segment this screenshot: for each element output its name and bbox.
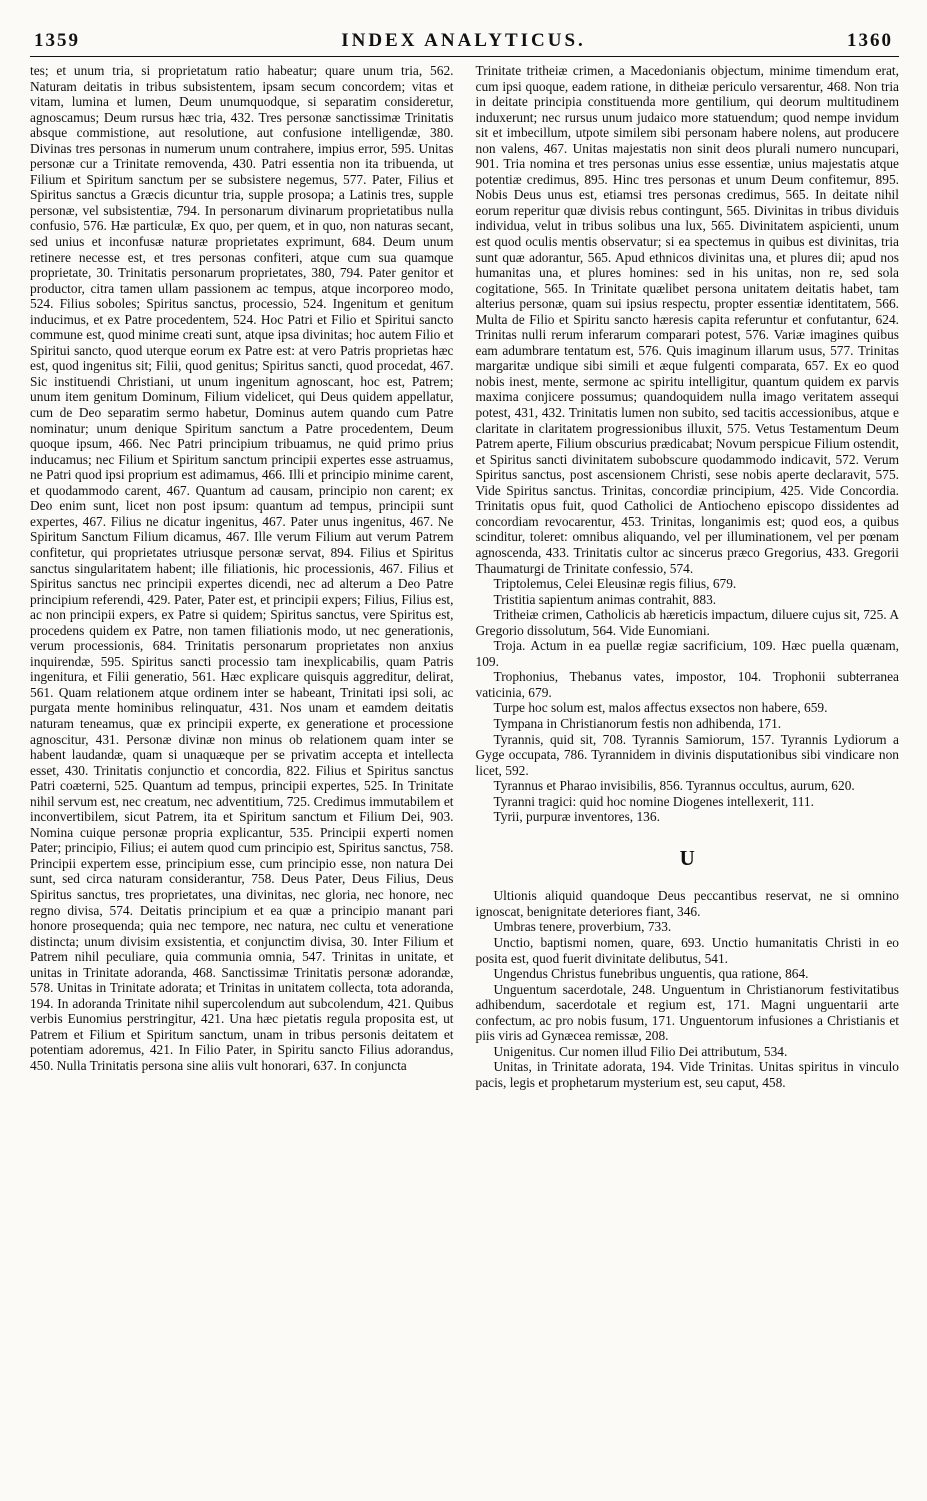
- two-column-text: [30, 63, 899, 1090]
- index-entry: Ungendus Christus funebribus unguentis, qua ratione, 864.: [493, 966, 809, 982]
- index-entry: Tyrannis, quid sit, 708. Tyrannis Samiorum, 157. Tyrannis Lydiorum a Gyge occupata, 786. Tyrannidem in divinis disputationibus sibi vindicare non licet, 592.: [475, 731, 899, 778]
- index-entry: Troja. Actum in ea puellæ regiæ sacrificium, 109. Hæc puella quænam, 109.: [475, 638, 899, 669]
- index-entry: Unctio, baptismi nomen, quare, 693. Unctio humanitatis Christi in eo posita est, quod fuerit divinitate delibutus, 541.: [475, 934, 899, 966]
- index-entry: Unigenitus. Cur nomen illud Filio Dei attributum, 534.: [493, 1043, 788, 1059]
- page-number-right: 1360: [846, 30, 893, 51]
- right-column: [476, 63, 900, 1090]
- running-title: INDEX ANALYTICUS.: [341, 30, 586, 51]
- index-entry: Ultionis aliquid quandoque Deus peccantibus reservat, ne si omnino ignoscat, benignitate deteriores fiant, 346.: [475, 888, 899, 919]
- index-entry: Tyranni tragici: quid hoc nomine Diogenes intellexerit, 111.: [493, 793, 814, 809]
- index-entry: Unguentum sacerdotale, 248. Unguentum in Christianorum festivitatibus adhibendum, sacerdotale et regium est, 171. Magni unguentarii arte confectum, ac pro nobis fusum, 171. Unguentorum infusiones a Christianis et piis viris ad Gynæcea remissæ, 208.: [475, 981, 899, 1044]
- index-entry: Tympana in Christianorum festis non adhibenda, 171.: [493, 715, 782, 731]
- index-entry: Trophonius, Thebanus vates, impostor, 104. Trophonii subterranea vaticinia, 679.: [475, 669, 899, 700]
- index-entry: Umbras tenere, proverbium, 733.: [493, 919, 672, 935]
- running-header: [30, 30, 899, 52]
- index-entry: tes; et unum tria, si proprietatum ratio habeatur; quare unum tria, 562. Naturam deitatis in tribus subsistentem, ipsam secum concordem; vitas et vitam, lumina et lumen, Deum unumquodque, si separatim consideretur, agnoscamus; Deum rursus hæc tria, 432. Tres personæ sanctissimæ Trinitatis absque commistione, aut resolutione, aut confusione intelligendæ, 380. Divinas tres personas in numerum unum contrahere, impius error, 595. Unitas personæ cur a Trinitate removenda, 430. Patri essentia non ita tribuenda, ut Filium et Spiritum sanctum per se subsistere negemus, 577. Pater, Filius et Spiritus sanctus a Græcis dicuntur tria, supple prosopa; a Latinis tres, supple personæ, vel subsistentiæ, 794. In personarum divinarum proprietatibus nulla confusio, 576. Hæ particulæ, Ex quo, per quem, et in quo, non naturas secant, sed unius et inconfusæ naturæ proprietates exprimunt, 684. Deum unum retinere necesse est, et tres personas confiteri, atque cum sua quamque proprietate, 30. Trinitatis personarum proprietates, 380, 794. Pater genitor et productor, citra tamen ullam passionem ac tempus, atque incorporeo modo, 524. Filius soboles; Spiritus sanctus, processio, 524. Ingenitum et genitum inducimus, et ex Patre procedentem, 524. Hoc Patri et Filio et Spiritui sancto commune est, quod minime creati sunt, atque ipsa divinitas; hoc autem Filio et Spiritui sancto, quod uterque eorum ex Patre est: at vero Patris proprietas hæc est, quod ingenitus sit; Filii, quod genitus; Spiritus sancti, quod procedat, 467. Sic instituendi Christiani, ut unum ingenitum agnoscant, hoc est, Patrem; unum item genitum Dominum, Filium videlicet, qui Deus quidem appellatur, cum de Deo separatim sermo habetur, Dominus autem quando cum Patre nominatur; unum denique Spiritum sanctum a Patre procedentem, Deum quoque ipsum, 466. Nec Patri principium tribuamus, ne quid primo prius inducamus; nec Filium et Spiritum sanctum principii expertes esse astruamus, ne Patri quod ipsi proprium est adimamus, 466. Illi et principio minime carent, et quodammodo carent, 467. Quantum ad causam, principio non carent; ex Deo enim sunt, licet non post ipsum: quantum ad tempus, principii sunt expertes, 467. Filius ne dicatur ingenitus, 467. Pater unus ingenitus, 467. Ne Spiritum Sanctum Filium dicamus, 467. Ille verum Filium aut verum Patrem confitetur, qui proprietates utriusque personæ servat, 894. Filius et Spiritus sanctus singularitatem habent; ille filiationis, hic processionis, 467. Filius et Spiritus sanctus nec principii expertes dicendi, nec ad alterum a Deo Patre principium referendi, 429. Pater, Pater est, et principii expers; Filius, Filius est, ac non principii expers, ex Patre si quidem; Spiritus sanctus, vere Spiritus est, procedens quidem ex Patre, non tamen filiationis modo, ut nec generationis, verum processionis, 684. Trinitatis personarum proprietates non anxius inquirendæ, 595. Spiritus sancti processio tam inexplicabilis, quam Patris ingenitura, et Filii generatio, 561. Hæc explicare quisquis aggreditur, delirat, 561. Quam relationem atque ordinem inter se habeant, Trinitati ipsi soli, ac purgata mente hominibus relinquatur, 431. Nos unam et eamdem deitatis naturam teneamus, quæ ex principii experte, ex generatione et processione agnoscitur, 431. Personæ divinæ non minus ob relationem quam inter se habent laudandæ, quam si unaquæque per se privatim accepta et intellecta esset, 430. Trinitatis conjunctio et concordia, 822. Filius et Spiritus sanctus Patri coæterni, 525. Quantum ad tempus, principii expertes, 525. In Trinitate nihil servum est, nec creatum, nec adventitium, 725. Credimus immutabilem et inconvertibilem, sicut Patrem, ita et Spiritum sanctum et Filium Dei, 903. Nomina cuique personæ propria explicantur, 535. Principii experti nomen Pater; principio, Filius; ei autem quod cum principio est, Spiritus sanctus, 758. Principii expertem esse, principium esse, cum principio esse, non natura Dei sunt, sed circa naturam considerantur, 758. Deus Pater, Deus Filius, Deus Spiritus sanctus, tres proprietates, una divinitas, nec gloria, nec honore, nec regno divisa, 574. Deitatis principium et ea quæ a principio manant pari honore prosequenda; quia nec tempore, nec natura, nec cultu et veneratione distincta; unum divisim exsistentia, et conjunctim divisa, 30. Inter Filium et Patrem nihil peculiare, quia communia omnia, 547. Trinitas in unitate, et unitas in Trinitate adoranda, 468. Sanctissimæ Trinitatis personæ adorandæ, 578. Unitas in Trinitate adorata; et Trinitas in unitatem collecta, tota adoranda, 194. In adoranda Trinitate nihil supercolendum aut subcolendum, 421. Quibus verbis Eunomius perstringitur, 421. Una hæc pietatis regula proposita est, ut Patrem et Filium et Spiritum sanctum, unam in tribus personis deitatem et potentiam adoremus, 421. In Filio Pater, in Spiritu sancto Filius adorandus, 450. Nulla Trinitatis persona sine aliis vult honorari, 637. In conjuncta: [30, 63, 454, 1073]
- section-letter: U: [679, 845, 695, 870]
- page-number-left: 1359: [34, 30, 80, 51]
- index-entry: Tristitia sapientum animas contrahit, 883.: [493, 591, 717, 607]
- index-entry: Tyrii, purpuræ inventores, 136.: [493, 809, 660, 825]
- index-entry: Tritheiæ crimen, Catholicis ab hæreticis impactum, diluere cujus sit, 725. A Gregorio dissolutum, 564. Vide Eunomiani.: [475, 607, 899, 638]
- index-entry: Tyrannus et Pharao invisibilis, 856. Tyrannus occultus, aurum, 620.: [493, 778, 855, 794]
- index-entry: Trinitate tritheiæ crimen, a Macedonianis objectum, minime timendum erat, cum ipsi quoque, eadem ratione, in ditheiæ periculo versarentur, 468. Non tria in deitate principia constituenda more gentilium, qui deorum multitudinem induxerunt; nec rursus unum judaico more statuendum; quod nempe invidum sit et imbecillum, utpote similem sibi personam habere nolens, aut producere non valens, 467. Unitas majestatis non sinit deos plurali numero nuncupari, 901. Tria nomina et tres personas unius esse essentiæ, unius majestatis atque potentiæ credimus, 895. Hinc tres personas et unum Deum confitemur, 895. Nobis Deus unus est, etiamsi tres personas credimus, 565. In deitate nihil eorum reperitur quæ divisis rebus contingunt, 565. Divinitas in tribus dividuis individua, velut in tribus solibus una lux, 565. Divinitatem aspicienti, unum est quod oculis mentis observatur; si ea spectemus in quibus est divinitas, tria sunt quæ adorantur, 565. Apud ethnicos divinitas una, et plures dii; apud nos humanitas una, et plures homines: sed in his unitas, non re, sed sola cogitatione, 565. In Trinitate quælibet persona unitatem deitatis habet, tam alterius personæ, quam sui ipsius respectu, propter essentiæ identitatem, 566. Multa de Filio et Spiritu sancto hæresis capita referuntur et confutantur, 624. Trinitas nulli rerum inferarum comparari potest, 576. Variæ imagines quibus eam adumbrare tentatum est, 576. Quis imaginum illarum usus, 577. Trinitas margaritæ undique sibi simili et æque fulgenti comparata, 657. Ex eo quod nobis inest, mente, sermone ac spiritu intelligitur, quantum quidem ex parvis maxima conjicere possumus; quandoquidem nulla imago veritatem assequi potest, 431, 432. Trinitatis lumen non subito, sed tacitis accessionibus, atque e claritate in claritatem progressionibus illuxit, 575. Vetus Testamentum Deum Patrem aperte, Filium obscurius prædicabat; Novum perspicue Filium ostendit, et Spiritus sancti divinitatem subobscure quodammodo indicavit, 572. Verum Spiritus sanctus, post ascensionem Christi, sese nobis aperte declaravit, 575. Vide Spiritus sanctus. Trinitas, concordiæ principium, 425. Vide Concordia. Trinitatis opus fuit, quod Catholici de Antiocheno episcopo dissidentes ad concordiam revocarentur, 453. Trinitas, longanimis est; quod eos, a quibus scinditur, toleret: omnibus aliquando, vel per illuminationem, vel per pœnam agnoscenda, 433. Trinitatis cultor ac sincerus præco Gregorius, 433. Gregorii Thaumaturgi de Trinitate confessio, 574.: [475, 63, 899, 576]
- header-rule: [30, 56, 899, 57]
- left-column: [30, 63, 454, 1090]
- index-entry: Turpe hoc solum est, malos affectus exsectos non habere, 659.: [493, 700, 828, 716]
- index-entry: Triptolemus, Celei Eleusinæ regis filius, 679.: [493, 576, 737, 592]
- index-entry: Unitas, in Trinitate adorata, 194. Vide Trinitas. Unitas spiritus in vinculo pacis, legis et prophetarum mysterium est, seu caput, 458.: [475, 1059, 899, 1090]
